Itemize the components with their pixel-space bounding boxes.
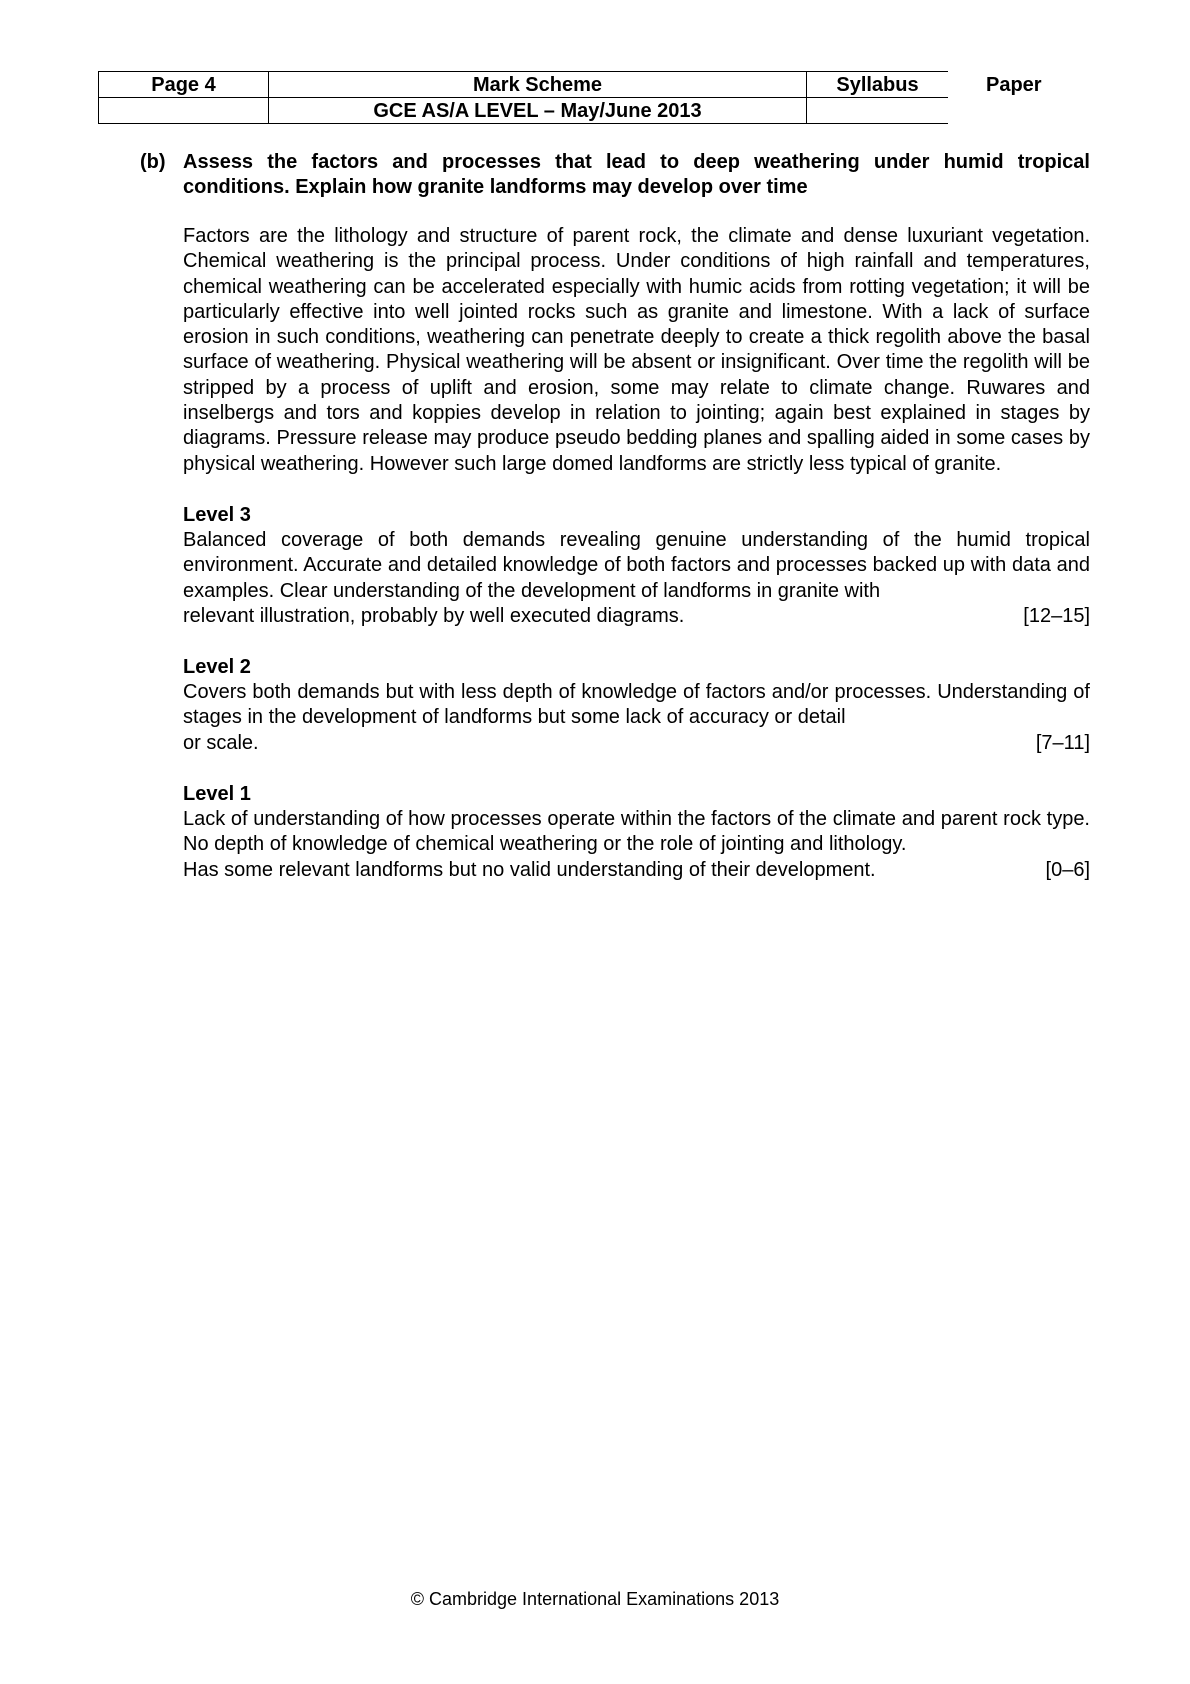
level-3-block xyxy=(183,503,1090,629)
mark-scheme-cell: Mark Scheme xyxy=(269,72,807,98)
header-table xyxy=(98,71,1128,124)
level-final-line xyxy=(183,858,1090,883)
question-section xyxy=(140,150,1090,883)
level-final-text: or scale. xyxy=(183,731,259,754)
paper-cell: Paper xyxy=(986,73,1042,96)
empty-cell xyxy=(99,98,269,124)
level-marks: [7–11] xyxy=(1035,731,1090,754)
level-description: Lack of understanding of how processes operate within the factors of the climate and parent rock type. No depth of knowledge of chemical weathering or the role of jointing and lithology. xyxy=(183,808,1090,856)
question-text: Assess the factors and processes that lead to deep weathering under humid tropical conditions. Explain how granite landforms may develop over time xyxy=(183,151,1090,198)
level-1-block xyxy=(183,782,1090,883)
level-title: Level 3 xyxy=(183,503,251,526)
level-marks: [12–15] xyxy=(1023,604,1090,627)
level-marks: [0–6] xyxy=(1045,858,1090,881)
exam-title-cell: GCE AS/A LEVEL – May/June 2013 xyxy=(269,98,807,124)
level-title: Level 2 xyxy=(183,656,251,679)
page-number-cell: Page 4 xyxy=(99,72,269,98)
level-title: Level 1 xyxy=(183,783,251,806)
empty-cell xyxy=(807,98,949,124)
mark-scheme-answer: Factors are the lithology and structure of parent rock, the climate and dense luxuriant vegetation. Chemical weathering is the principal process. Under conditions of high rainfall and temperatures, chemical weathering can be accelerated especially with humic acids from rotting vegetation; it will be particularly effective into well jointed rocks such as granite and limestone. With a lack of surface erosion in such conditions, weathering can penetrate deeply to create a thick regolith above the basal surface of weathering. Physical weathering will be absent or insignificant. Over time the regolith will be stripped by a process of uplift and erosion, some may relate to climate change. Ruwares and inselbergs and tors and koppies develop in relation to jointing; again best explained in stages by diagrams. Pressure release may produce pseudo bedding planes and spalling aided in some cases by physical weathering. However such large domed landforms are strictly less typical of granite. xyxy=(183,225,1090,475)
level-final-line xyxy=(183,731,1090,756)
copyright-footer: © Cambridge International Examinations 2013 xyxy=(410,1589,780,1609)
question-label: (b) xyxy=(140,151,166,173)
level-2-block xyxy=(183,655,1090,756)
level-final-line xyxy=(183,604,1090,629)
level-final-text: relevant illustration, probably by well executed diagrams. xyxy=(183,604,685,627)
level-final-text: Has some relevant landforms but no valid understanding of their development. xyxy=(183,858,876,881)
level-description: Covers both demands but with less depth of knowledge of factors and/or processes. Understanding of stages in the development of landforms but some lack of accuracy or detail xyxy=(183,681,1090,729)
level-description: Balanced coverage of both demands revealing genuine understanding of the humid tropical environment. Accurate and detailed knowledge of both factors and processes backed up with data and examples. Clear understanding of the development of landforms in granite with xyxy=(183,528,1090,602)
syllabus-cell: Syllabus xyxy=(807,72,949,98)
empty-cell xyxy=(948,98,1128,124)
